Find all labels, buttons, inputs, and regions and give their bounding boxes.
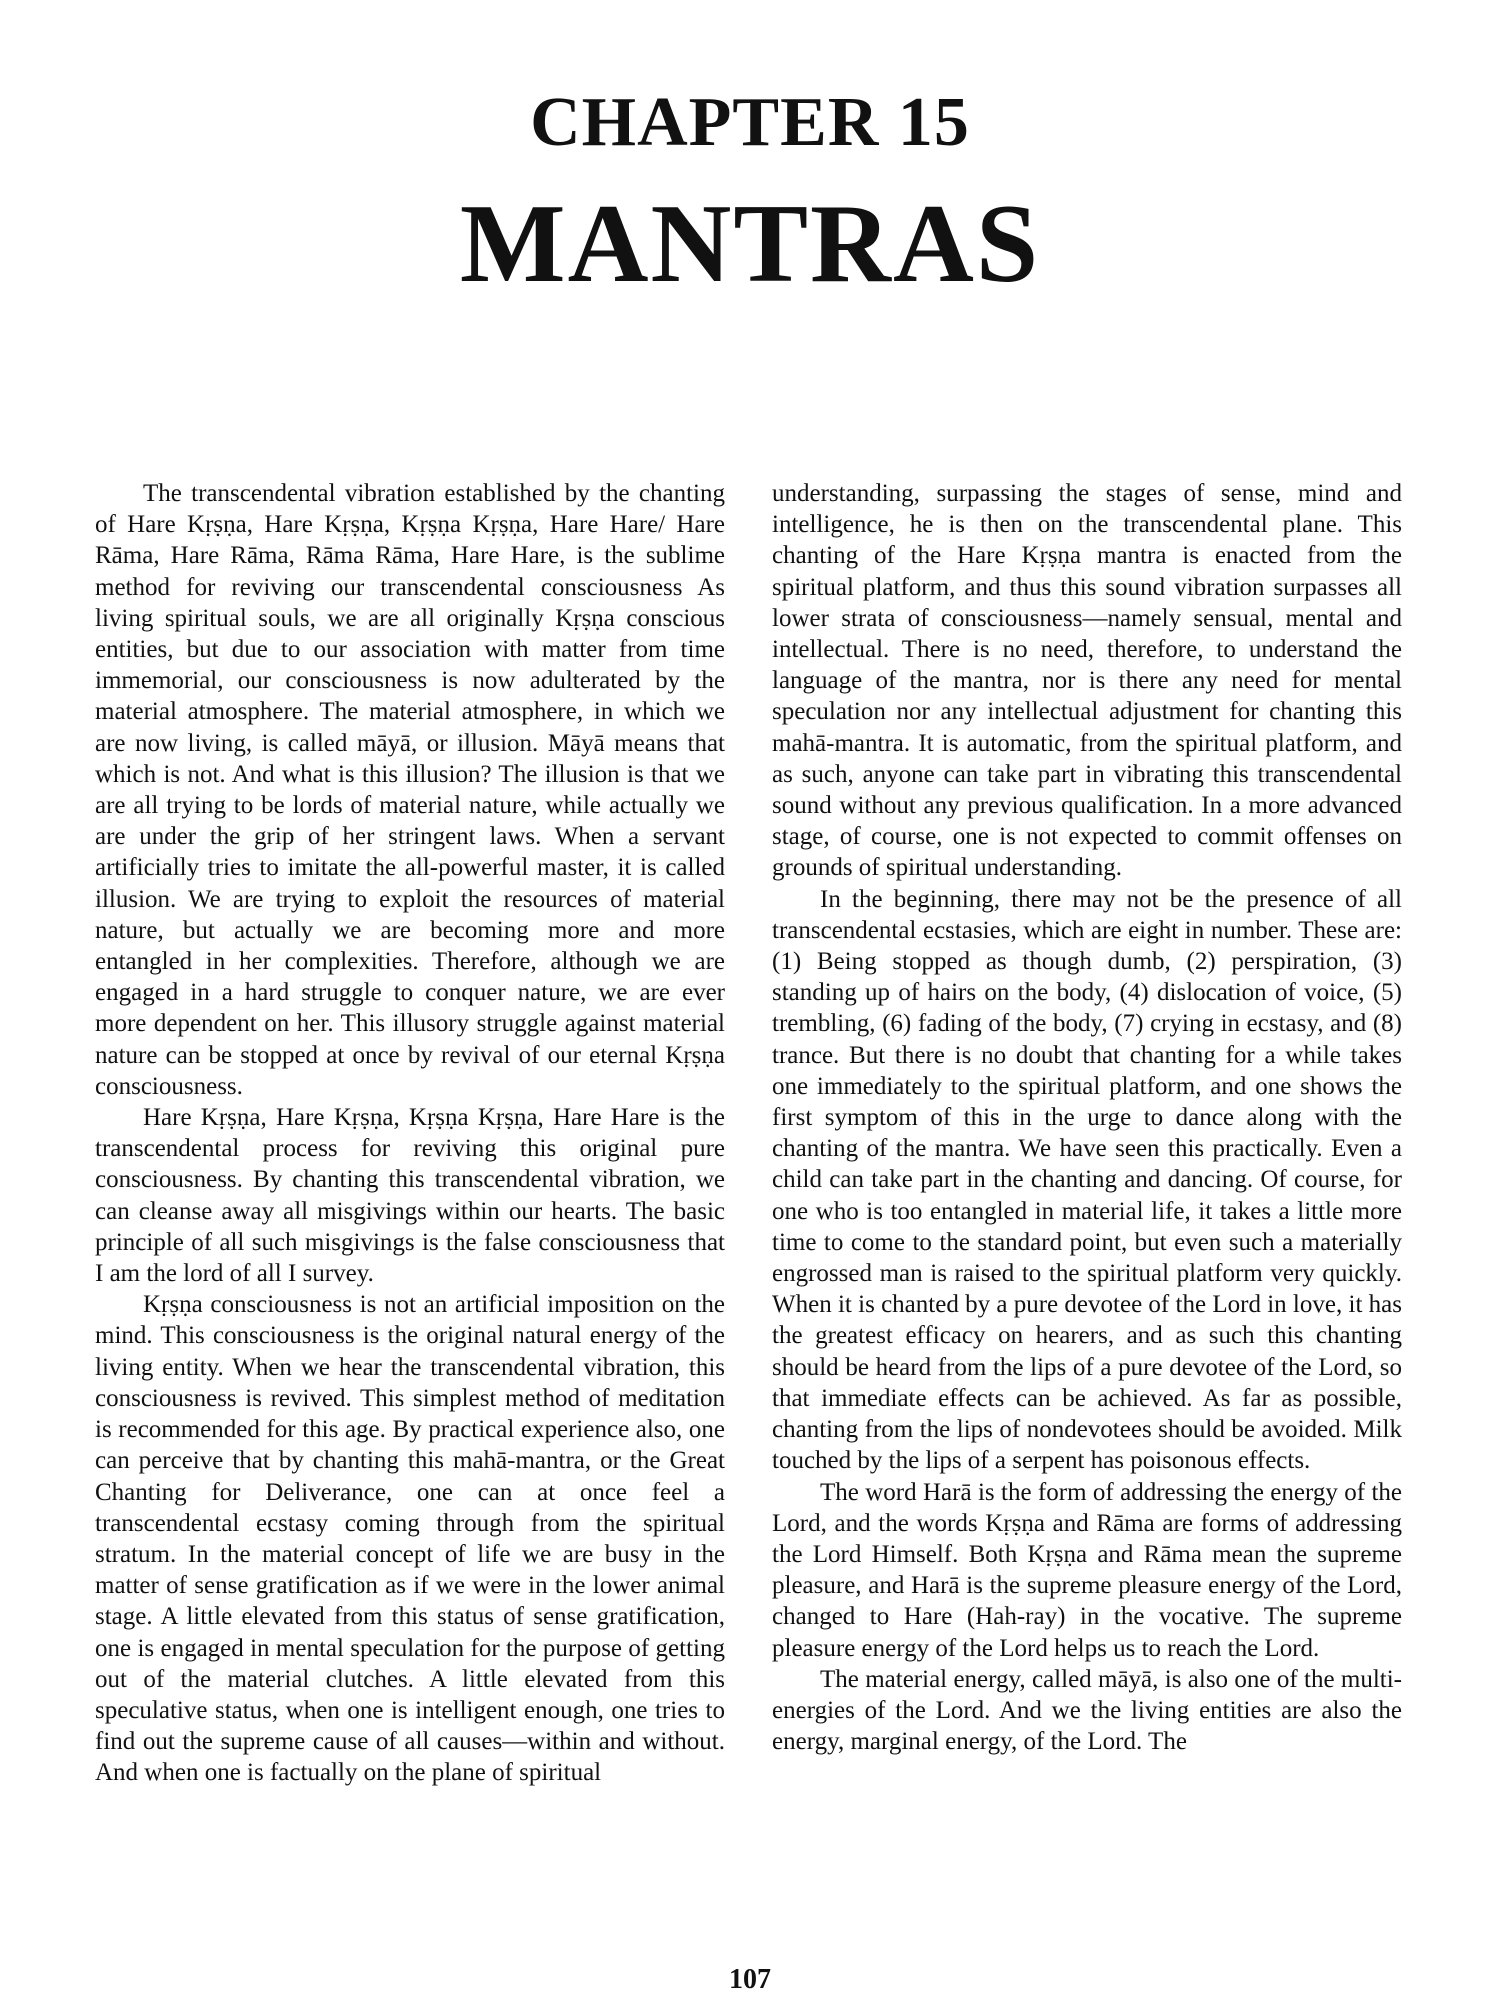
paragraph-continued: understanding, surpassing the stages of sense, mind and intelligence, he is then on the transcendental plane. This chanting of the Hare Kṛṣṇa mantra is enacted from the spiritual platform, and thus this sound vibration surpasses all lower strata of consciousness—namely sensual, mental and intellectual. There is no need, therefore, to understand the language of the mantra, nor is there any need for mental speculation nor any intellectual adjustment for chanting this mahā-mantra. It is automatic, from the spiritual platform, and as such, anyone can take part in vibrating this transcendental sound without any previous qualification. In a more advanced stage, of course, one is not expected to commit offenses on grounds of spiritual understanding. bbox=[772, 480, 1402, 882]
right-column bbox=[772, 478, 1402, 1757]
page-number: 107 bbox=[729, 1964, 771, 1995]
paragraph: The material energy, called māyā, is also one of the multi-energies of the Lord. And we the living entities are also the energy, marginal energy, of the Lord. The bbox=[772, 1665, 1402, 1756]
paragraph: The word Harā is the form of addressing the energy of the Lord, and the words Kṛṣṇa and Rāma are forms of addressing the Lord Himself. Both Kṛṣṇa and Rāma mean the supreme pleasure, and Harā is the supreme pleasure energy of the Lord, changed to Hare (Hah-ray) in the vocative. The supreme pleasure energy of the Lord helps us to reach the Lord. bbox=[772, 1478, 1402, 1662]
left-column bbox=[95, 478, 725, 1789]
chapter-title: MANTRAS bbox=[459, 182, 1041, 306]
paragraph: In the beginning, there may not be the presence of all transcendental ecstasies, which are eight in number. These are: (1) Being stopped as though dumb, (2) perspiration, (3) standing up of hairs on the body, (4) dislocation of voice, (5) trembling, (6) fading of the body, (7) crying in ecstasy, and (8) trance. But there is no doubt that chanting for a while takes one immediately to the spiritual platform, and one shows the first symptom of this in the urge to dance along with the chanting of the mantra. We have seen this practically. Even a child can take part in the chanting and dancing. Of course, for one who is too entangled in material life, it takes a little more time to come to the standard point, but even such a materially engrossed man is raised to the spiritual platform very quickly. When it is chanted by a pure devotee of the Lord in love, it has the greatest efficacy on hearers, and as such this chanting should be heard from the lips of a pure devotee of the Lord, so that immediate effects can be achieved. As far as possible, chanting from the lips of nondevotees should be avoided. Milk touched by the lips of a serpent has poisonous effects. bbox=[772, 885, 1402, 1475]
chapter-label: CHAPTER 15 bbox=[530, 84, 970, 161]
paragraph: The transcendental vibration established by the chanting of Hare Kṛṣṇa, Hare Kṛṣṇa, Kṛṣṇa Kṛṣṇa, Hare Hare/ Hare Rāma, Hare Rāma, Rāma Rāma, Hare Hare, is the sublime method for reviving our transcendental consciousness As living spiritual souls, we are all originally Kṛṣṇa conscious entities, but due to our association with matter from time immemorial, our consciousness is now adulterated by the material atmosphere. The material atmosphere, in which we are now living, is called māyā, or illusion. Māyā means that which is not. And what is this illusion? The illusion is that we are all trying to be lords of material nature, while actually we are under the grip of her stringent laws. When a servant artificially tries to imitate the all-powerful master, it is called illusion. We are trying to exploit the resources of material nature, but actually we are becoming more and more entangled in her complexities. Therefore, although we are engaged in a hard struggle to conquer nature, we are ever more dependent on her. This illusory struggle against material nature can be stopped at once by revival of our eternal Kṛṣṇa consciousness. bbox=[95, 480, 725, 1100]
paragraph: Hare Kṛṣṇa, Hare Kṛṣṇa, Kṛṣṇa Kṛṣṇa, Hare Hare is the transcendental process for reviving this original pure consciousness. By chanting this transcendental vibration, we can cleanse away all misgivings within our hearts. The basic principle of all such misgivings is the false consciousness that I am the lord of all I survey. bbox=[95, 1104, 725, 1288]
paragraph: Kṛṣṇa consciousness is not an artificial imposition on the mind. This consciousness is the original natural energy of the living entity. When we hear the transcendental vibration, this consciousness is revived. This simplest method of meditation is recommended for this age. By practical experience also, one can perceive that by chanting this mahā-mantra, or the Great Chanting for Deliverance, one can at once feel a transcendental ecstasy coming through from the spiritual stratum. In the material concept of life we are busy in the matter of sense gratification as if we were in the lower animal stage. A little elevated from this status of sense gratification, one is engaged in mental speculation for the purpose of getting out of the material clutches. A little elevated from this speculative status, when one is intelligent enough, one tries to find out the supreme cause of all causes—within and without. And when one is factually on the plane of spiritual bbox=[95, 1291, 725, 1787]
